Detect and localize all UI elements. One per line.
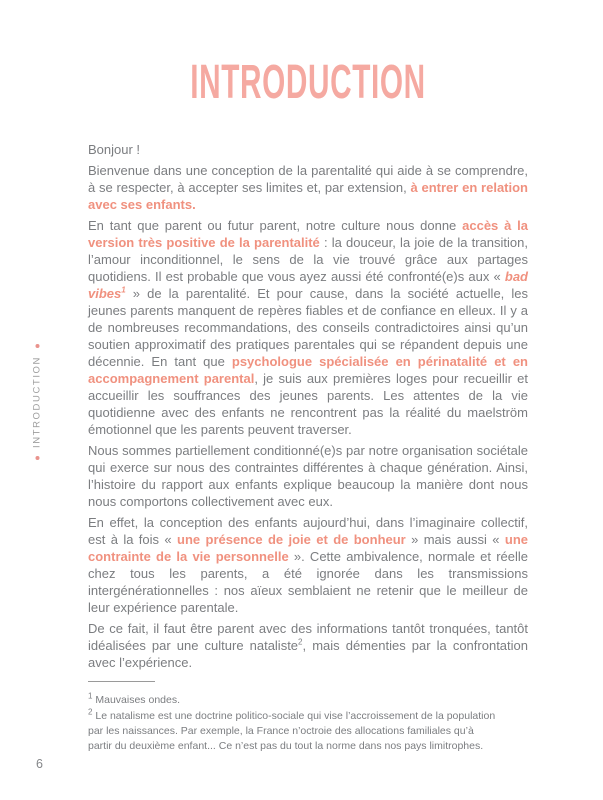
text-segment-hb: à entrer en relation avec ses enfants.	[88, 180, 528, 212]
text-segment-hb: une contrainte de la vie personnelle	[88, 532, 528, 564]
text-segment-sup: 2	[298, 637, 303, 647]
text-segment-n: En tant que parent ou futur parent, notre culture nous donne	[88, 218, 463, 233]
sidebar-chapter-text: INTRODUCTION	[31, 355, 43, 449]
sidebar-chapter-label	[32, 344, 43, 460]
text-segment-hb: accès à la version très positive de la parentalité	[88, 218, 528, 250]
text-segment-n: Nous sommes partiellement conditionné(e)s par notre organisation sociétale qui exerce sur nous des contraintes différentes à chaque génération. Ainsi, l’histoire du rapport aux enfants explique beaucoup la manière dont nous nous comportons collectivement avec eux.	[88, 443, 528, 509]
chapter-title	[88, 56, 528, 111]
text-segment-n: ». Cette ambivalence, normale et réelle chez tous les parents, a été ignorée dans les transmissions intergénérationnelles : nos aïeux semblaient ne retenir que le meilleur de leur expérience parentale.	[88, 549, 528, 615]
text-segment-sup: 2	[88, 707, 93, 717]
text-segment-n: » mais aussi «	[405, 532, 505, 547]
body-paragraph	[88, 442, 528, 510]
bullet-dot-icon	[35, 344, 39, 348]
body-paragraph	[88, 620, 528, 671]
text-segment-sup: 1	[88, 691, 93, 701]
bullet-dot-icon	[35, 456, 39, 460]
text-segment-n: Le natalisme est une doctrine politico-sociale qui vise l’accroissement de la population par les naissances. Par exemple, la France n’octroie des allocations familiales qu’à partir du deuxième enfant... Ce n’est pas du tout la norme dans nos pays limitrophes.	[88, 710, 496, 752]
text-segment-hsup: 1	[121, 285, 126, 295]
body-column	[88, 141, 528, 755]
body-paragraph	[88, 514, 528, 616]
text-segment-hb: une présence de joie et de bonheur	[177, 532, 406, 547]
text-segment-n: » de la parentalité. Et pour cause, dans la société actuelle, les jeunes parents manquent de repères fiables et de confiance en elleux. Il y a de nombreuses recommandations, des conseils contradictoires ainsi qu’un soutien approximatif des pratiques parentales qui se répandent depuis une décennie. En tant que	[88, 286, 528, 369]
text-segment-n: : la douceur, la joie de la transition, l’amour inconditionnel, le sens de la vie trouvé grâce aux partages quotidiens. Il est probable que vous ayez aussi été confronté(e)s aux «	[88, 235, 529, 284]
text-segment-hb: psychologue spécialisée en périnatalité et en accompagnement parental	[88, 354, 528, 386]
text-segment-n: Mauvaises ondes.	[92, 694, 181, 706]
text-segment-n: Bienvenue dans une conception de la parentalité qui aide à se comprendre, à se respecter, à accepter ses limites et, par extension,	[88, 163, 528, 195]
text-segment-n: En effet, la conception des enfants aujourd’hui, dans l’imaginaire collectif, est à la fois «	[88, 515, 528, 547]
body-paragraph	[88, 162, 528, 213]
text-segment-n: , mais démenties par la confrontation avec l’expérience.	[88, 638, 528, 670]
text-segment-n: De ce fait, il faut être parent avec des informations tantôt tronquées, tantôt idéalisées par une culture nataliste	[88, 621, 528, 653]
body-paragraph	[88, 217, 528, 438]
text-segment-hi: bad vibes	[88, 269, 528, 301]
chapter-title-text: INTRODUCTION	[190, 56, 426, 109]
page-number: 6	[36, 757, 43, 771]
footnote-divider	[88, 681, 155, 682]
footnote	[88, 693, 500, 708]
footnote	[88, 709, 500, 754]
greeting-text: Bonjour !	[88, 142, 141, 157]
text-segment-n: , je suis aux premières loges pour recueillir et accueillir les souffrances des jeunes parents. Les attentes de la vie quotidienne avec des enfants ne rencontrent pas la réalité du maelström émotionnel que les parents peuvent traverser.	[88, 371, 528, 437]
